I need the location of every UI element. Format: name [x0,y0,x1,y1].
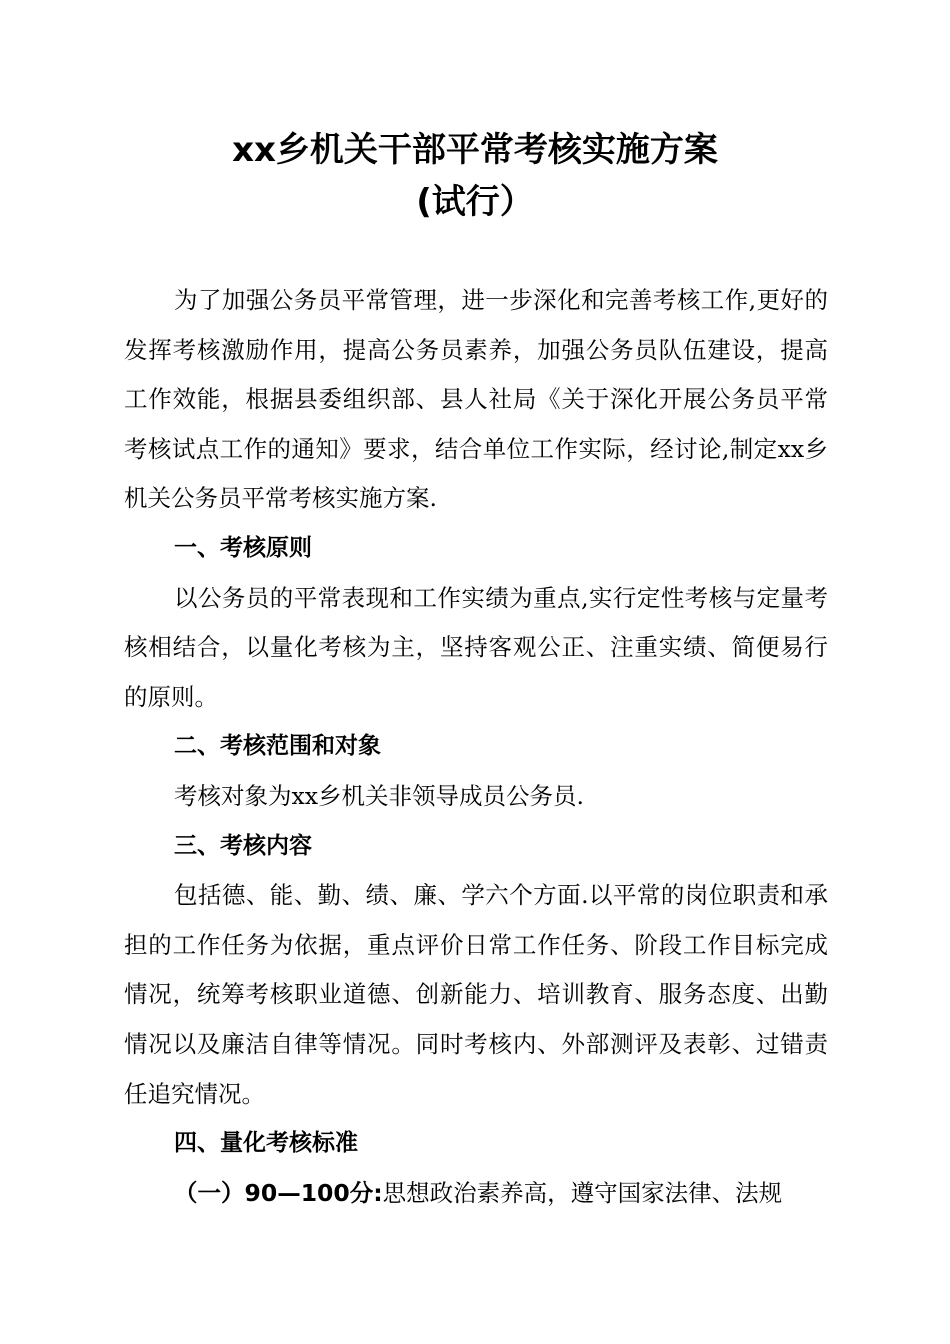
section-text-content: 包括德、能、勤、绩、廉、学六个方面.以平常的岗位职责和承担的工作任务为依据，重点评价日常工作任务、阶段工作目标完成情况，统筹考核职业道德、创新能力、培训教育、服务态度、出勤情况以及廉洁自律等情况。同时考核内、外部测评及表彰、过错责任追究情况。 [124,881,828,1108]
section-text-principles: 以公务员的平常表现和工作实绩为重点,实行定性考核与定量考核相结合，以量化考核为主，坚持客观公正、注重实绩、简便易行的原则。 [124,583,828,711]
document-body [124,276,828,1218]
section-heading-scope: 二、考核范围和对象 [174,733,381,760]
document-title: xx乡机关干部平常考核实施方案 [232,130,718,170]
document-subtitle: (试行） [416,182,534,222]
intro-paragraph: 为了加强公务员平常管理，进一步深化和完善考核工作,更好的发挥考核激励作用，提高公务员素养，加强公务员队伍建设，提高工作效能，根据县委组织部、县人社局《关于深化开展公务员平常考核试点工作的通知》要求，结合单位工作实际，经讨论,制定xx乡机关公务员平常考核实施方案. [124,286,828,513]
section-text-scope: 考核对象为xx乡机关非领导成员公务员. [174,781,584,810]
section-heading-standards: 四、量化考核标准 [174,1130,358,1157]
standard-item-1 [124,1169,828,1219]
standard-item-1-label: （一）90—100分: [174,1178,383,1207]
standard-item-1-text: 思想政治素养高，遵守国家法律、法规 [382,1178,783,1207]
section-heading-content: 三、考核内容 [174,832,312,859]
section-heading-principles: 一、考核原则 [174,534,312,561]
